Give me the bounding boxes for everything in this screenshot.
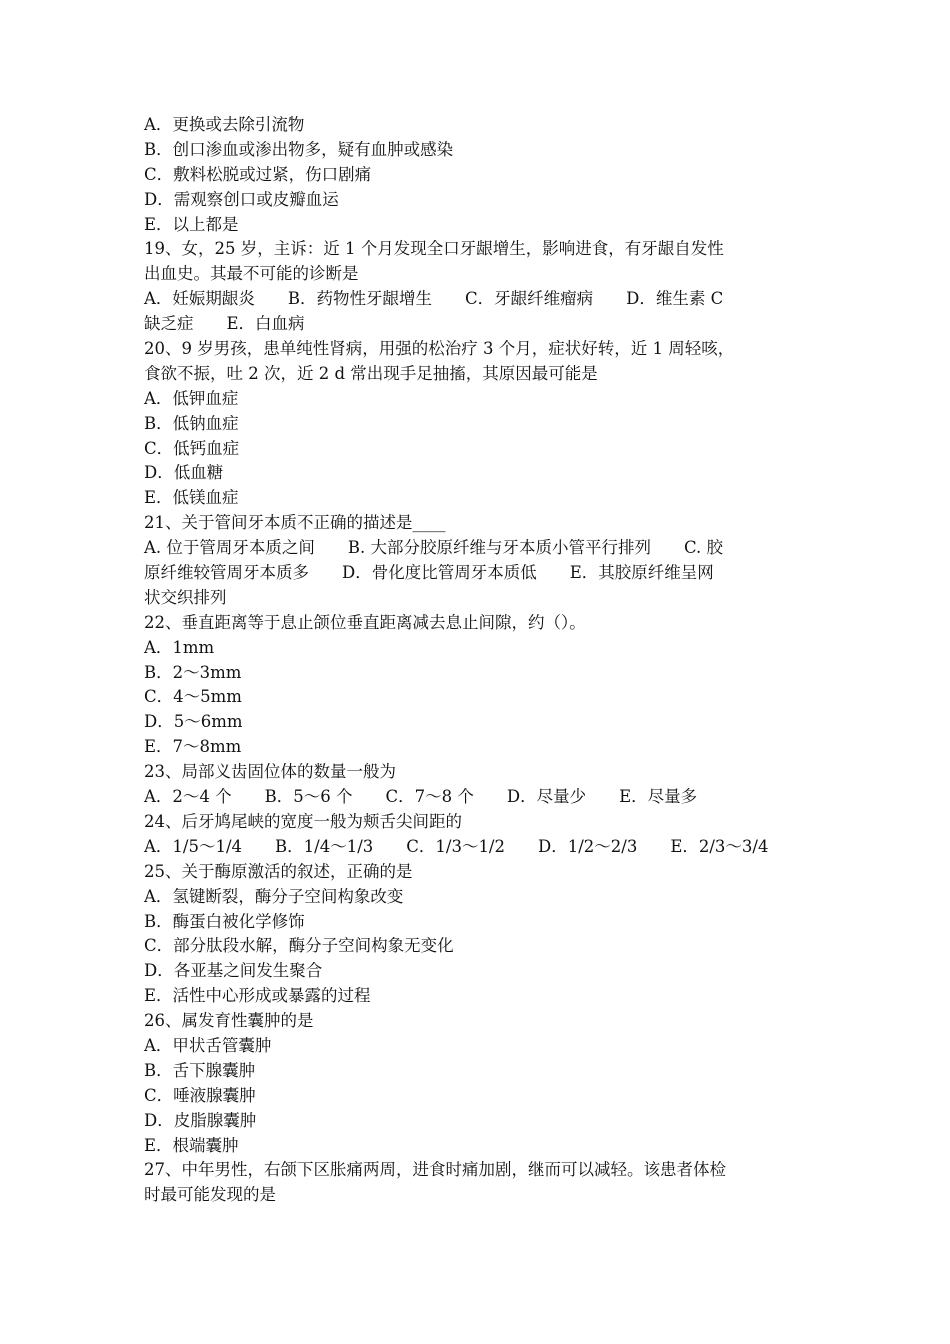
option-line: E．7～8mm — [144, 737, 242, 757]
question-26-line: 26、属发育性囊肿的是 — [144, 1011, 314, 1031]
option-line: C．4～5mm — [144, 687, 242, 707]
question-20-line: 20、9 岁男孩，患单纯性肾病，用强的松治疗 3 个月，症状好转，近 1 周轻咳， — [144, 339, 735, 359]
text-line: E．以上都是 — [144, 214, 239, 234]
text-line: A．更换或去除引流物 — [144, 115, 305, 134]
option-line: E．根端囊肿 — [144, 1135, 239, 1155]
options-line: A．2～4 个 B．5～6 个 C．7～8 个 D．尽量少 E．尽量多 — [144, 787, 698, 807]
option-line: C．部分肽段水解，酶分子空间构象无变化 — [144, 936, 454, 956]
question-24-line: 24、后牙鸠尾峡的宽度一般为颊舌尖间距的 — [144, 811, 462, 831]
option-line: D．皮脂腺囊肿 — [144, 1110, 257, 1130]
option-line: B．酶蛋白被化学修饰 — [144, 911, 305, 931]
option-line: C．唾液腺囊肿 — [144, 1085, 256, 1105]
question-27-line: 27、中年男性，右颌下区胀痛两周，进食时痛加剧，继而可以减轻。该患者体检 — [144, 1160, 726, 1180]
option-line: B．舌下腺囊肿 — [144, 1060, 256, 1080]
option-line: A．低钾血症 — [144, 388, 239, 408]
option-line: D．各亚基之间发生聚合 — [144, 961, 323, 981]
option-line: B．2～3mm — [144, 662, 242, 682]
options-line: A. 位于管周牙本质之间 B. 大部分胶原纤维与牙本质小管平行排列 C. 胶 — [144, 538, 724, 558]
question-19-line: 19、女，25 岁，主诉：近 1 个月发现全口牙龈增生，影响进食，有牙龈自发性 — [144, 239, 724, 259]
document-page — [144, 113, 808, 1208]
option-line: E．活性中心形成或暴露的过程 — [144, 986, 371, 1006]
options-line: 状交织排列 — [144, 587, 227, 607]
question-25-line: 25、关于酶原激活的叙述，正确的是 — [144, 861, 413, 881]
option-line: A．甲状舌管囊肿 — [144, 1035, 272, 1055]
option-line: D．5～6mm — [144, 712, 243, 732]
question-22-line: 22、垂直距离等于息止颌位垂直距离减去息止间隙，约（）。 — [144, 612, 586, 632]
option-line: B．低钠血症 — [144, 413, 239, 433]
options-line: 原纤维较管周牙本质多 D．骨化度比管周牙本质低 E．其胶原纤维呈网 — [144, 563, 714, 583]
option-line: A．1mm — [144, 637, 215, 657]
option-line: C．低钙血症 — [144, 438, 240, 458]
options-line: A．妊娠期龈炎 B．药物性牙龈增生 C．牙龈纤维瘤病 D．维生素 C — [144, 289, 724, 309]
option-line: E．低镁血症 — [144, 488, 239, 508]
text-line: 食欲不振，吐 2 次，近 2 d 常出现手足抽搐，其原因最可能是 — [144, 363, 598, 383]
question-21-line: 21、关于管间牙本质不正确的描述是____ — [144, 513, 446, 533]
options-line: A．1/5～1/4 B．1/4～1/3 C．1/3～1/2 D．1/2～2/3 E．2/3～3/4 — [144, 836, 769, 856]
options-line: 缺乏症 E．白血病 — [144, 314, 305, 334]
text-line: D．需观察创口或皮瓣血运 — [144, 189, 339, 209]
option-line: A．氢键断裂，酶分子空间构象改变 — [144, 886, 404, 906]
text-line: B．创口渗血或渗出物多，疑有血肿或感染 — [144, 139, 454, 159]
question-23-line: 23、局部义齿固位体的数量一般为 — [144, 762, 396, 782]
text-line: 时最可能发现的是 — [144, 1185, 276, 1205]
text-line: C．敷料松脱或过紧，伤口剧痛 — [144, 164, 372, 184]
text-line: 出血史。其最不可能的诊断是 — [144, 264, 359, 284]
option-line: D．低血糖 — [144, 463, 224, 483]
